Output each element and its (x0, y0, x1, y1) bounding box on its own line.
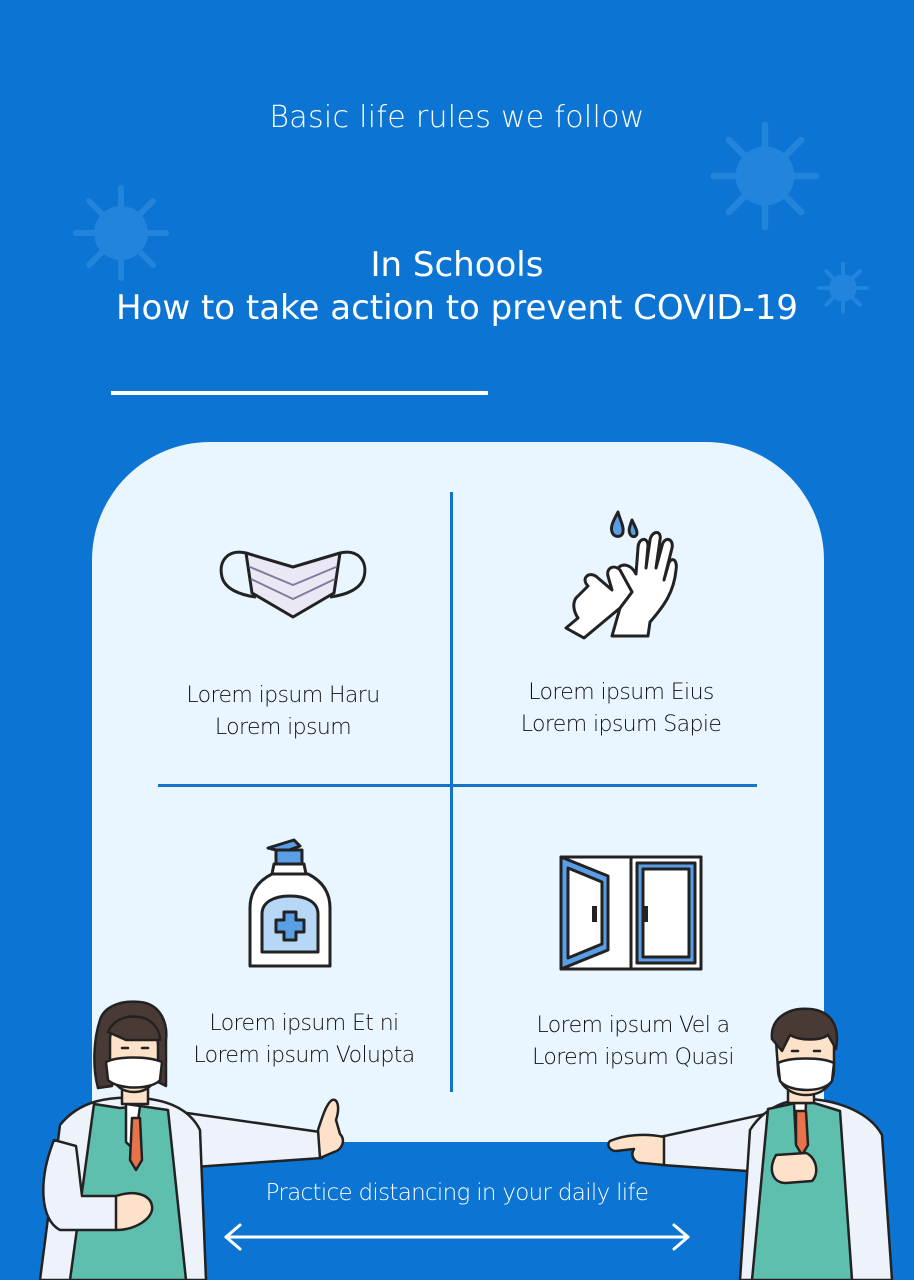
footer-message: Practice distancing in your daily life (265, 1180, 649, 1206)
vertical-divider (450, 492, 453, 1092)
rule-item-2-line-1: Lorem ipsum Eius (528, 680, 714, 705)
rule-item-1-line-1: Lorem ipsum Haru (186, 683, 380, 708)
rule-item-1 (133, 680, 433, 744)
rule-item-1-line-2: Lorem ipsum (214, 715, 352, 740)
rule-item-4-line-2: Lorem ipsum Quasi (532, 1045, 734, 1070)
title-line-2: How to take action to prevent COVID-19 (115, 288, 799, 328)
horizontal-divider (158, 784, 757, 787)
distance-arrow-icon (220, 1220, 694, 1254)
title-underline (111, 391, 488, 395)
page-subtitle: Basic life rules we follow (269, 100, 645, 135)
rule-item-2 (471, 677, 771, 741)
window-icon (558, 854, 704, 972)
sanitizer-icon (246, 836, 334, 972)
hand-washing-icon (560, 508, 682, 640)
rule-item-3-line-1: Lorem ipsum Et ni (209, 1011, 399, 1036)
rule-item-3-line-2: Lorem ipsum Volupta (193, 1043, 415, 1068)
page-title (0, 244, 914, 330)
rule-item-2-line-2: Lorem ipsum Sapie (520, 712, 722, 737)
rule-item-4-line-1: Lorem ipsum Vel a (536, 1013, 730, 1038)
title-line-1: In Schools (370, 245, 544, 285)
mask-icon (216, 545, 370, 621)
